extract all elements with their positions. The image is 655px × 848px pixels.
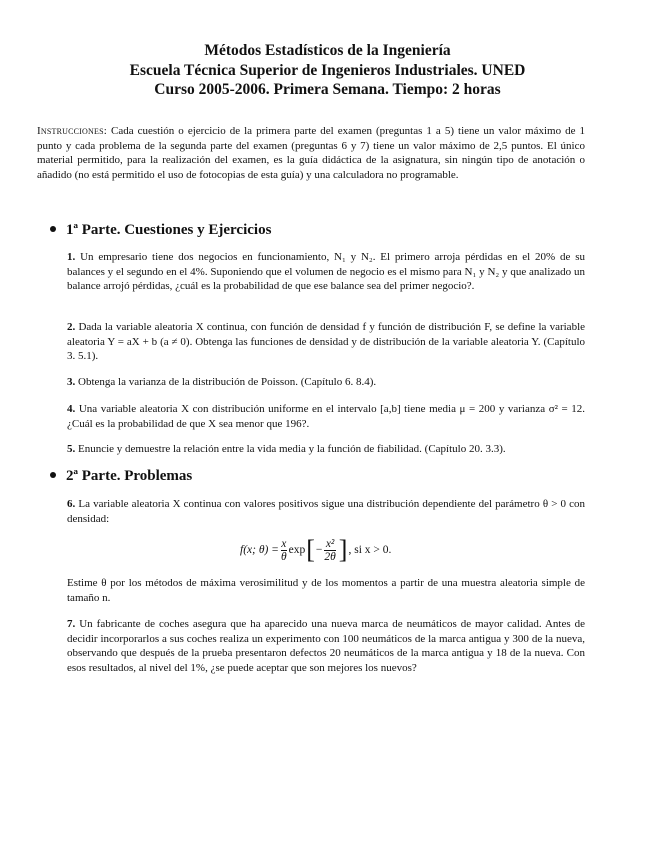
question-5 bbox=[67, 442, 585, 457]
density-formula bbox=[240, 537, 391, 563]
formula-condition: , si x > 0. bbox=[348, 544, 392, 556]
minus-sign: − bbox=[315, 544, 323, 556]
question-6-outro bbox=[67, 576, 585, 605]
course-title: Métodos Estadísticos de la Ingeniería bbox=[204, 42, 451, 59]
question-number: 1. bbox=[67, 251, 76, 263]
question-number: 3. bbox=[67, 376, 76, 388]
fraction-x-theta bbox=[281, 538, 287, 563]
part1-heading bbox=[50, 222, 271, 239]
question-number: 7. bbox=[67, 618, 76, 630]
question-text: Una variable aleatoria X con distribución uniforme en el intervalo [a,b] tiene media μ = 200 y varianza σ² = 12. ¿Cuál es la probabilidad de que X sea menor que 196?. bbox=[67, 403, 586, 430]
bullet-icon bbox=[50, 472, 56, 478]
bullet-icon bbox=[50, 226, 56, 232]
left-bracket-icon: [ bbox=[306, 535, 315, 564]
question-7 bbox=[67, 617, 585, 675]
question-text: Dada la variable aleatoria X continua, con función de densidad f y función de distribución F, se define la variable aleatoria Y = aX + b (a ≠ 0). Obtenga las funciones de densidad y de distribución de la variable aleatoria Y. (Capítulo 3. 5.1). bbox=[67, 321, 586, 363]
instructions bbox=[37, 124, 585, 182]
question-number: 2. bbox=[67, 321, 76, 333]
question-number: 5. bbox=[67, 443, 76, 455]
question-3 bbox=[67, 375, 585, 390]
school-name: Escuela Técnica Superior de Ingenieros Industriales. UNED bbox=[129, 61, 526, 79]
exam-session: Curso 2005-2006. Primera Semana. Tiempo: 2 horas bbox=[154, 81, 501, 98]
question-number: 4. bbox=[67, 403, 76, 415]
fraction-numerator: x² bbox=[325, 537, 335, 550]
exam-header bbox=[0, 41, 655, 100]
part1-title: 1ª Parte. Cuestiones y Ejercicios bbox=[66, 222, 272, 238]
fraction-denominator: 2θ bbox=[324, 550, 336, 563]
part2-title: 2ª Parte. Problemas bbox=[66, 468, 193, 484]
formula-exp: exp bbox=[288, 544, 306, 556]
question-1 bbox=[67, 250, 585, 294]
question-number: 6. bbox=[67, 498, 76, 510]
fraction-x2-2theta bbox=[324, 538, 335, 563]
question-text: Estime θ por los métodos de máxima verosimilitud y de los momentos a partir de una muestra aleatoria simple de tamaño n. bbox=[67, 577, 585, 604]
instructions-text: Cada cuestión o ejercicio de la primera parte del examen (preguntas 1 a 5) tiene un valor máximo de 1 punto y cada problema de la segunda parte del examen (preguntas 6 y 7) tiene un valor máximo de 2,5 puntos. El único material permitido, para la realización del examen, es la guía didáctica de la asignatura, sin ningún tipo de anotación o añadido (no está permitido el uso de fotocopias de esta guía) y una calculadora no programable. bbox=[37, 125, 586, 181]
question-4 bbox=[67, 402, 585, 431]
question-2 bbox=[67, 320, 585, 364]
question-text: Enuncie y demuestre la relación entre la vida media y la función de fiabilidad. (Capítulo 20. 3.3). bbox=[78, 443, 506, 455]
formula-lhs: f(x; θ) = bbox=[240, 544, 279, 556]
question-text: La variable aleatoria X continua con valores positivos sigue una distribución dependiente del parámetro θ > 0 con densidad: bbox=[67, 498, 586, 525]
question-text: Un empresario tiene dos negocios en funcionamiento, N₁ y N₂. El primero arroja pérdidas en el 20% de su balances y el segundo en el 4%. Suponiendo que el volumen de negocio es el mismo para N₁ y N₂ y que analizado un balance arrojó pérdidas, ¿cuál es la probabilidad de que ese balance sea del primer negocio?. bbox=[67, 251, 586, 293]
question-text: Un fabricante de coches asegura que ha aparecido una nueva marca de neumáticos de mayor calidad. Antes de decidir incorporarlos a sus coches realiza un experimento con 100 neumáticos de la marca antigua y 300 de la nueva, observando que después de la prueba presentaron defectos 20 neumáticos de la marca antigua y 18 de la nueva. Con esos resultados, al nivel del 1%, ¿se puede aceptar que son mejores los nuevos? bbox=[67, 618, 586, 674]
fraction-numerator: x bbox=[281, 537, 287, 550]
fraction-denominator: θ bbox=[280, 550, 287, 563]
question-6-intro bbox=[67, 497, 585, 526]
question-text: Obtenga la varianza de la distribución de Poisson. (Capítulo 6. 8.4). bbox=[78, 376, 377, 388]
part2-heading bbox=[50, 468, 192, 485]
right-bracket-icon: ] bbox=[338, 535, 348, 564]
instructions-label: Instrucciones: bbox=[37, 125, 107, 137]
